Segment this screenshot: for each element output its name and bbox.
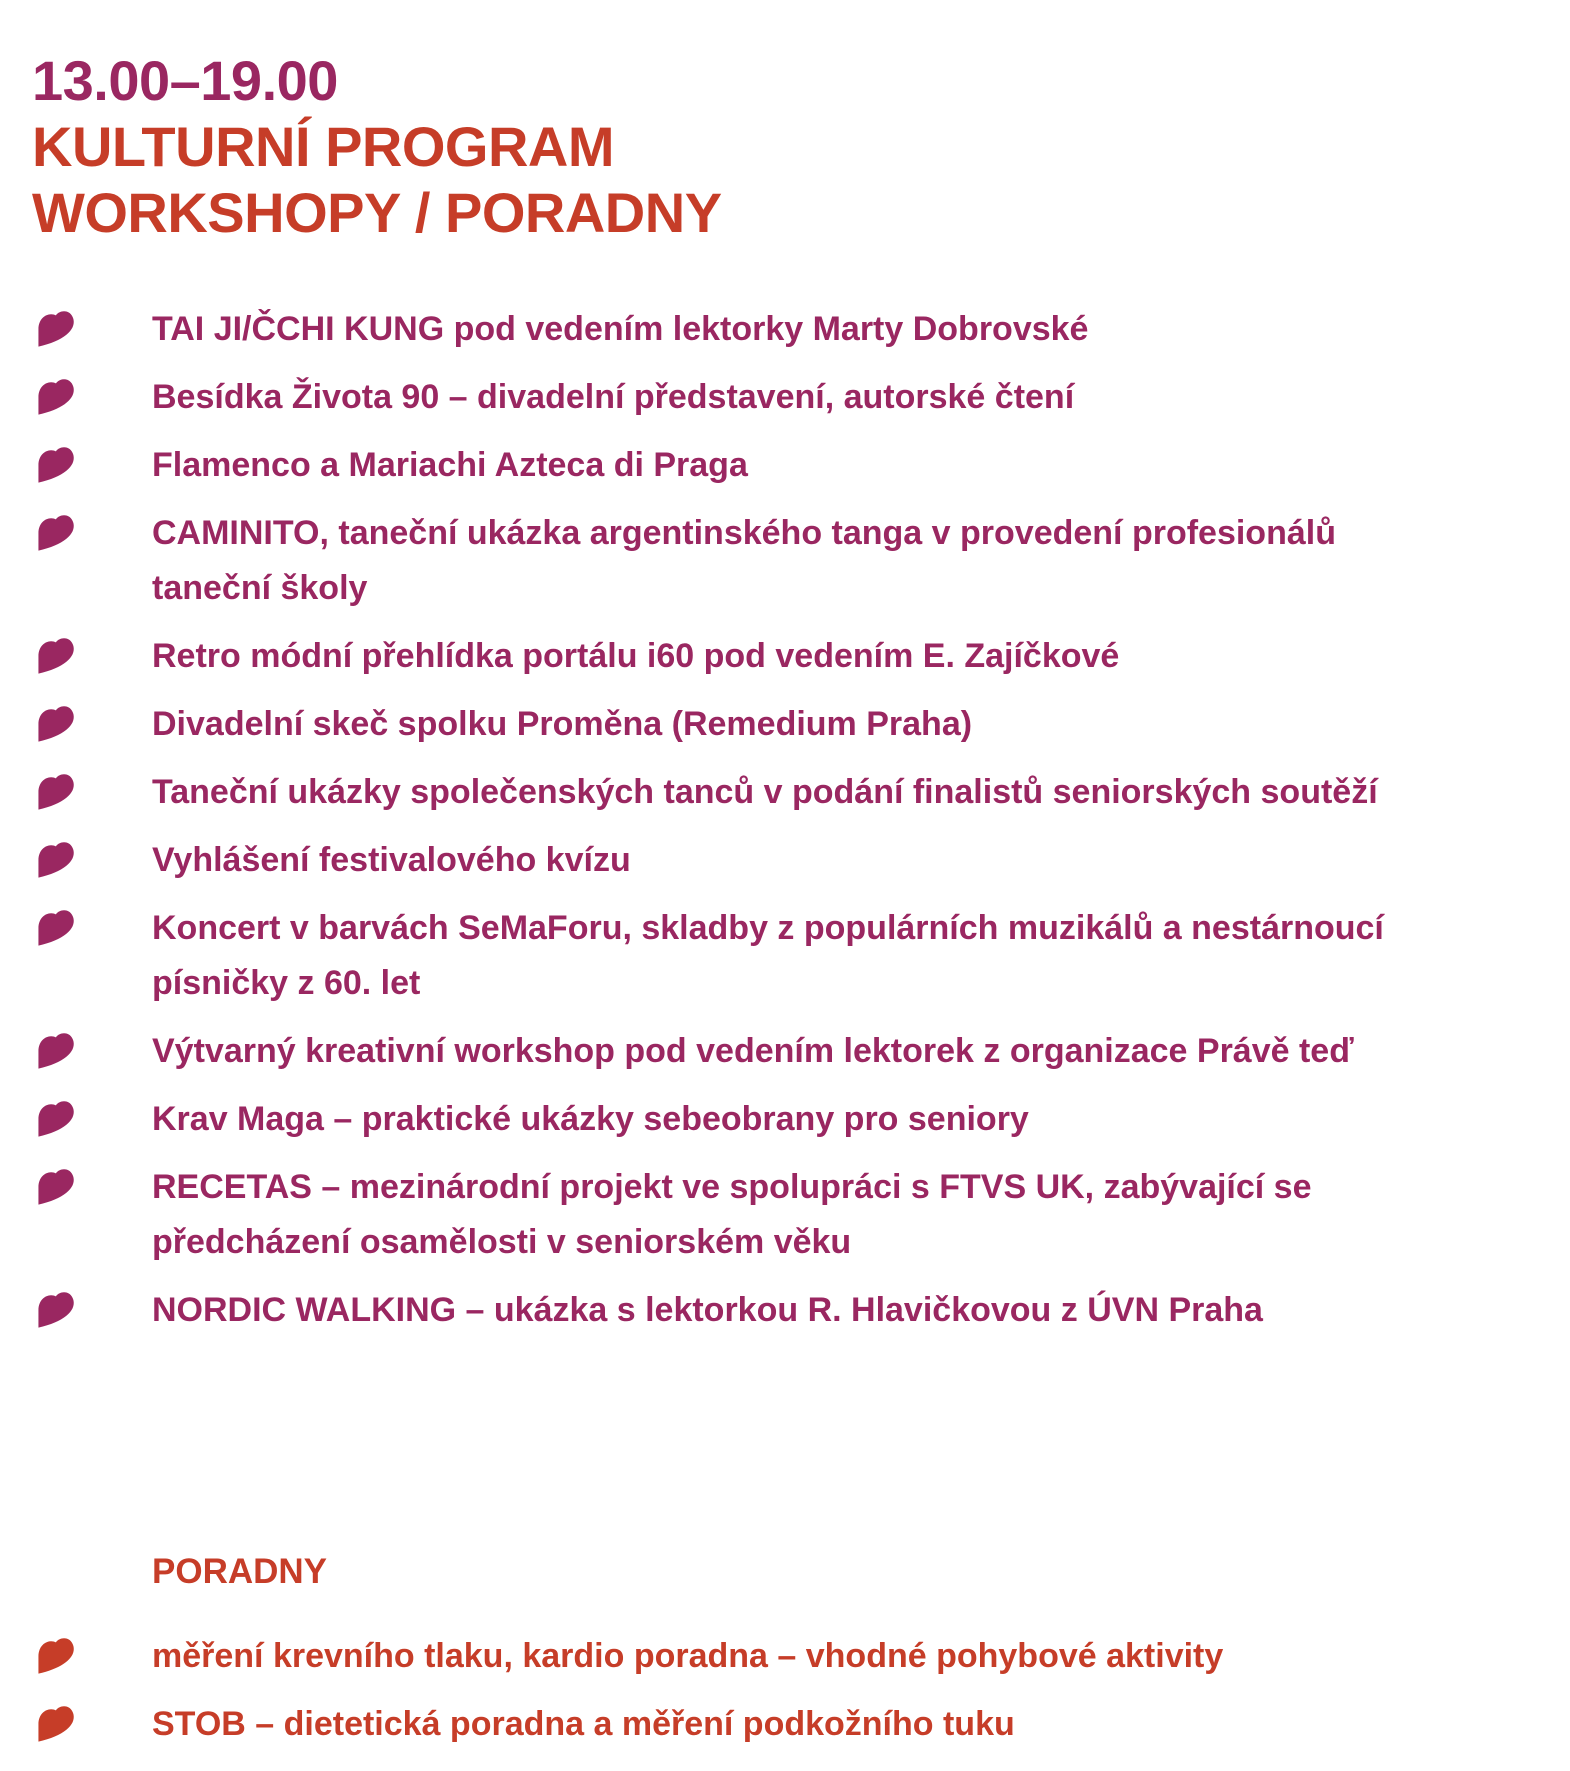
heart-icon [32,308,78,354]
list-item-line: NORDIC WALKING – ukázka s lektorkou R. Hlavičkovou z ÚVN Praha [152,1291,1263,1329]
list-item-text [152,1160,1552,1270]
list-item-line: Koncert v barvách SeMaForu, skladby z populárních muzikálů a nestárnoucí [152,909,1384,947]
list-item-text [152,697,1552,752]
list-item-line: Krav Maga – praktické ukázky sebeobrany pro seniory [152,1100,1029,1138]
list-item-line: CAMINITO, taneční ukázka argentinského tanga v provedení profesionálů [152,514,1336,552]
heart-icon [32,444,78,490]
heart-icon [32,839,78,885]
heart-icon [32,907,78,953]
list-item-text [152,370,1552,425]
heart-icon [32,376,78,422]
list-item-line: TAI JI/ČCHI KUNG pod vedením lektorky Marty Dobrovské [152,310,1089,348]
list-item-line: STOB – dietetická poradna a měření podkožního tuku [152,1705,1015,1743]
list-item-line: písničky z 60. let [152,964,421,1002]
heart-icon [32,512,78,558]
list-item-line: Taneční ukázky společenských tanců v podání finalistů seniorských soutěží [152,773,1378,811]
list-item-text [152,1697,1552,1752]
list-item-line: Výtvarný kreativní workshop pod vedením lektorek z organizace Právě teď [152,1032,1354,1070]
heart-icon [32,1703,78,1749]
list-item-line: měření krevního tlaku, kardio poradna – vhodné pohybové aktivity [152,1637,1224,1675]
poradny-heading: PORADNY [152,1552,328,1591]
time-range: 13.00–19.00 [32,49,338,112]
list-item-text [152,1629,1552,1684]
heart-icon [32,1166,78,1212]
list-item-text [152,438,1552,493]
program-header [32,48,722,246]
list-item-text [152,1283,1552,1338]
list-item-text [152,302,1552,357]
list-item-text [152,1024,1552,1079]
heart-icon [32,1289,78,1335]
list-item-text [152,765,1552,820]
heart-icon [32,1030,78,1076]
list-item-line: předcházení osamělosti v seniorském věku [152,1223,852,1261]
list-item-text [152,629,1552,684]
list-item-text [152,506,1552,616]
list-item-line: Vyhlášení festivalového kvízu [152,841,631,879]
heart-icon [32,703,78,749]
list-item-line: Divadelní skeč spolku Proměna (Remedium Praha) [152,705,973,743]
list-item-line: RECETAS – mezinárodní projekt ve spolupráci s FTVS UK, zabývající se [152,1168,1312,1206]
list-item-line: Besídka Života 90 – divadelní představení, autorské čtení [152,378,1075,416]
list-item-text [152,1092,1552,1147]
list-item-line: Flamenco a Mariachi Azteca di Praga [152,446,748,484]
heart-icon [32,1635,78,1681]
heart-icon [32,635,78,681]
list-item-text [152,901,1552,1011]
heart-icon [32,1098,78,1144]
header-title-line-2: WORKSHOPY / PORADNY [32,181,722,244]
header-title-line-1: KULTURNÍ PROGRAM [32,115,615,178]
list-item-text [152,833,1552,888]
list-item-line: taneční školy [152,569,368,607]
list-item-line: Retro módní přehlídka portálu i60 pod vedením E. Zajíčkové [152,637,1120,675]
heart-icon [32,771,78,817]
